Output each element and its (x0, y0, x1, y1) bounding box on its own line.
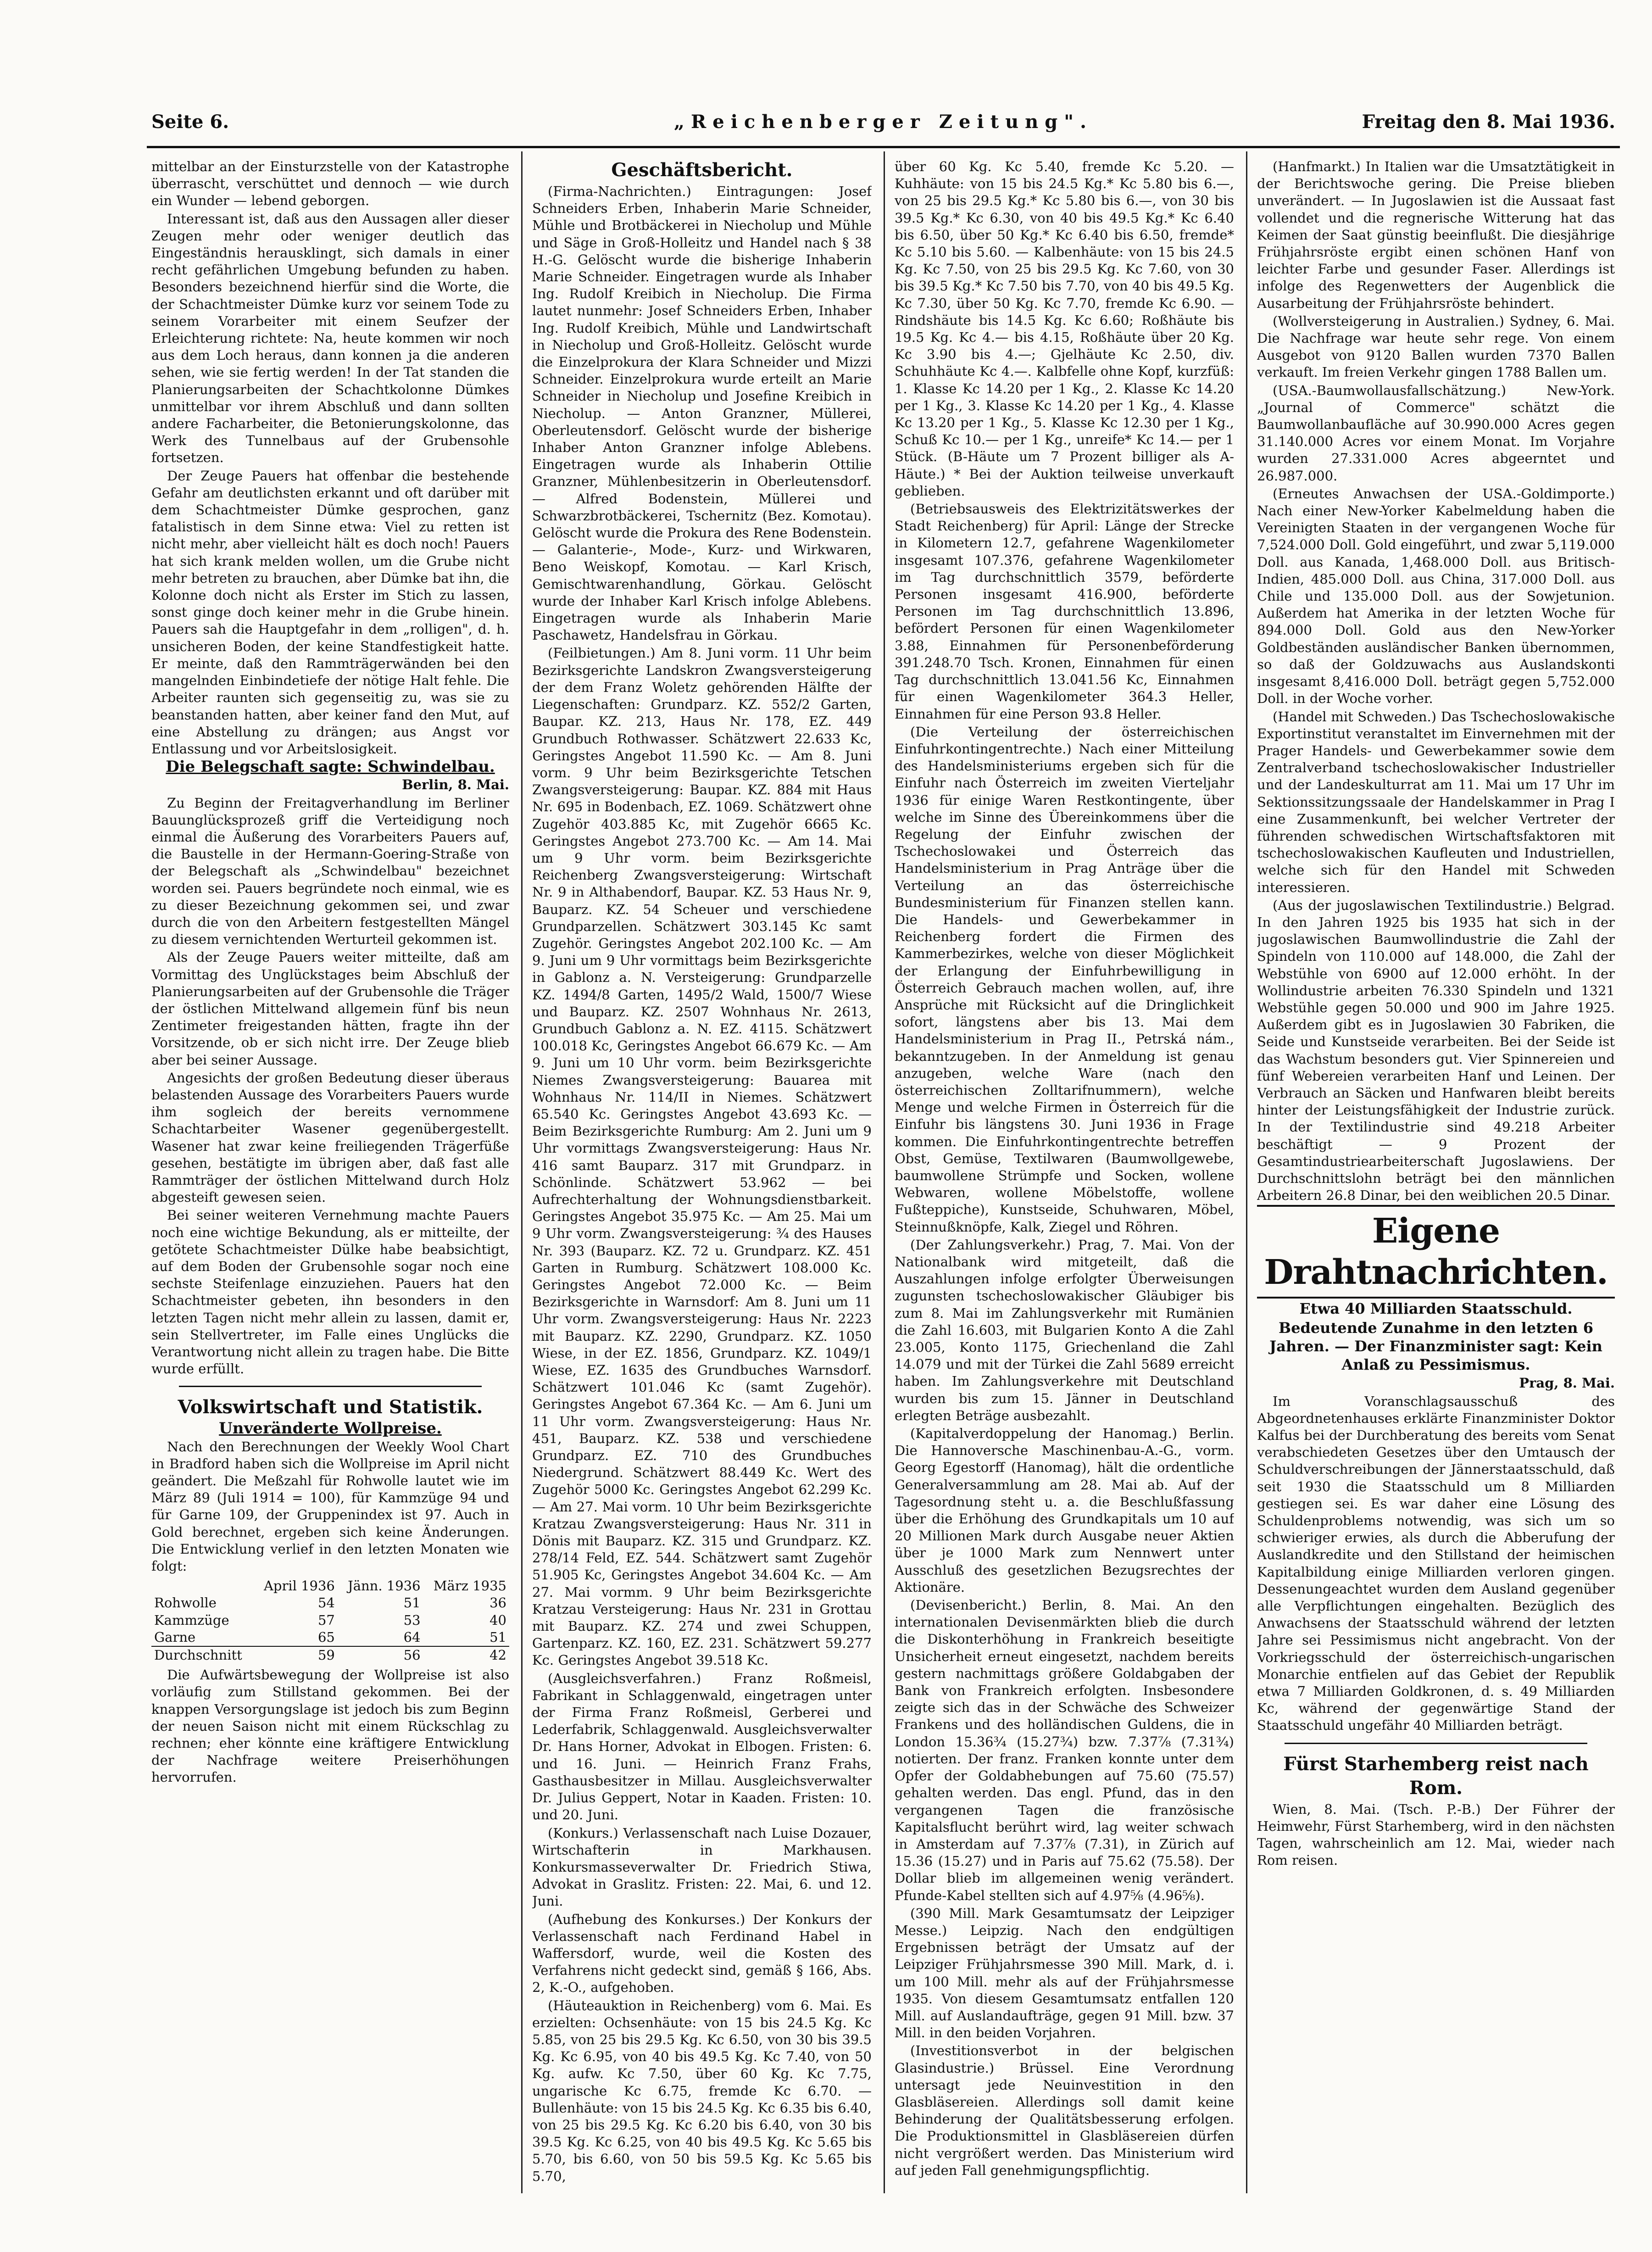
section-separator (179, 1386, 482, 1387)
article-paragraph: (Handel mit Schweden.) Das Tschechoslowakische Exportinstitut veranstaltet im Einvernehmen mit der Prager Handels- und Gewerbekammer sowie dem Zentralverband tschechoslowakischer Industrieller und der Landeskulturrat am 11. Mai um 17 Uhr im Sektionssitzungssaale der Handelskammer in Prag I eine Zusammenkunft, bei welcher Vertreter der führenden schwedischen Wirtschaftsfaktoren mit tschechoslowakischen Kaufleuten und Industriellen, welche sich für den Handel mit Schweden interessieren. (1257, 708, 1615, 895)
article-paragraph: Angesichts der großen Bedeutung dieser überaus belastenden Aussage des Vorarbeiters Pauers wurde ihm sogleich der bereits vernommene Schachtarbeiter Wasener gegenübergestellt. Wasener hat zwar keine freiliegenden Trägerfüße gesehen, bestätigte im übrigen aber, daß fast alle Rammträger der östlichen Mittelwand durch Holz abgesteift gewesen seien. (151, 1070, 509, 1205)
article-paragraph: (Der Zahlungsverkehr.) Prag, 7. Mai. Von der Nationalbank wird mitgeteilt, daß die Auszahlungen infolge erfolgter Überweisungen zugunsten tschechoslowakischer Gläubiger bis zum 8. Mai im Zahlungsverkehr mit Rumänien die Zahl 16.603, mit Bulgarien Konto A die Zahl 23.005, Konto 1175, Griechenland die Zahl 14.079 und mit der Türkei die Zahl 5689 erreicht haben. Im Zahlungsverkehre mit Deutschland wurden bis zum 15. Jänner in Deutschland erlegten Beträge ausbezahlt. (895, 1237, 1234, 1423)
table-cell: 59 (254, 1646, 338, 1664)
section-heading: Geschäftsbericht. (611, 159, 793, 181)
article-paragraph: Wien, 8. Mai. (Tsch. P.-B.) Der Führer der Heimwehr, Fürst Starhemberg, wird in den nächsten Tagen, wahrscheinlich am 12. Mai, wieder nach Rom reisen. (1257, 1801, 1615, 1868)
table-cell: Rohwolle (154, 1595, 217, 1611)
article-paragraph: Zu Beginn der Freitagverhandlung im Berliner Bauunglücksprozeß griff die Verteidigung noch einmal die Äußerung des Vorarbeiters Pauers auf, die Baustelle in der Hermann-Goering-Straße von der Belegschaft als „Schwindelbau" bezeichnet worden sei. Pauers begründete noch einmal, wie es zu dieser Bezeichnung gekommen sei, und zwar durch die von den Arbeitern festgestellten Mängel zu diesem vernichtenden Werturteil gekommen ist. (151, 795, 509, 948)
article-paragraph: Die Aufwärtsbewegung der Wollpreise ist also vorläufig zum Stillstand gekommen. Bei der knappen Versorgungslage ist jedoch bis zum Beginn der neuen Saison nicht mit einem Rückschlag zu rechnen; eher könnte eine kräftigere Entwicklung der Nachfrage weitere Preiserhöhungen hervorrufen. (151, 1667, 509, 1785)
column-2 (532, 158, 872, 2186)
table-cell: 56 (338, 1646, 423, 1664)
article-paragraph: (Die Verteilung der österreichischen Einfuhrkontingentrechte.) Nach einer Mitteilung des Handelsministeriums ergeben sich für die Einfuhr nach Österreich im zweiten Vierteljahr 1936 für einige Waren Restkontingente, über welche im Sinne des Übereinkommens über die Regelung der Einfuhr zwischen der Tschechoslowakei und Österreich das Handelsministerium in Prag Anträge über die Verteilung an das österreichische Bundesministerium für Finanzen stellen kann. Die Handels- und Gewerbekammer in Reichenberg fordert die Firmen des Kammerbezirkes, welche von dieser Möglichkeit der Erlangung der Einfuhrbewilligung in Österreich Gebrauch machen wollen, auf, ihre Ansprüche mit Rücksicht auf die Dringlichkeit sofort, längstens aber bis 13. Mai dem Handelsministerium in Prag II., Petrská nám., bekanntzugeben. In der Anmeldung ist genau anzugeben, welche Ware (nach den österreichischen Zolltarifnummern), welche Menge und welche Firmen in Österreich für die Einfuhr bis längstens 30. Juni 1936 in Frage kommen. Die Einfuhrkontingentrechte betreffen Obst, Gemüse, Textilwaren (Baumwollgewebe, baumwollene Strümpfe und Socken, wollene Webwaren, wollene Möbelstoffe, wollene Fußteppiche), Kunstseide, Schuhwaren, Möbel, Steinnußknöpfe, Kalk, Ziegel und Röhren. (895, 724, 1234, 1235)
table-cell: Garne (154, 1629, 196, 1645)
page-number: Seite 6. (151, 111, 229, 133)
article-headline: Fürst Starhemberg reist nach Rom. (1283, 1753, 1589, 1799)
column-1 (151, 158, 509, 2186)
article-paragraph: (Hanfmarkt.) In Italien war die Umsatztätigkeit in der Berichtswoche gering. Die Preise blieben unverändert. — In Jugoslawien ist die Aussaat fast vollendet und die regnerische Witterung hat das Keimen der Saat günstig beeinflußt. Die diesjährige Frühjahrsröste ergibt einen schönen Hanf von leichter Farbe und gesunder Faser. Allerdings ist infolge des Regenwetters der Augenblick die Ausarbeitung der Frühjahrsröste behindert. (1257, 159, 1615, 311)
article-paragraph: (Konkurs.) Verlassenschaft nach Luise Dozauer, Wirtschafterin in Markhausen. Konkursmasseverwalter Dr. Friedrich Stiwa, Advokat in Graslitz. Fristen: 22. Mai, 6. und 12. Juni. (532, 1825, 872, 1909)
article-paragraph: Als der Zeuge Pauers weiter mitteilte, daß am Vormittag des Unglückstages beim Abschluß der Planierungsarbeiten auf der Grubensohle die Träger der östlichen Mittelwand allgemein fünf bis neun Zentimeter freigestanden hätten, fragte ihn der Vorsitzende, ob er sich nicht irre. Der Zeuge blieb aber bei seiner Aussage. (151, 949, 509, 1068)
table-cell: Durchschnitt (151, 1646, 254, 1664)
column-4 (1257, 158, 1615, 2186)
column-divider (884, 151, 885, 2193)
article-paragraph: (Wollversteigerung in Australien.) Sydney, 6. Mai. Die Nachfrage war heute sehr rege. Von einem Ausgebot von 9120 Ballen wurden 7370 Ballen verkauft. Im freien Verkehr gingen 1788 Ballen um. (1257, 313, 1615, 380)
section-heading: Volkswirtschaft und Statistik. (178, 1396, 483, 1418)
article-subheadline: Bedeutende Zunahme in den letzten 6 Jahren. — Der Finanzminister sagt: Kein Anlaß zu Pessimismus. (1269, 1319, 1602, 1374)
news-section-heading: Eigene Drahtnachrichten. (1257, 1205, 1615, 1299)
article-paragraph: (Kapitalverdoppelung der Hanomag.) Berlin. Die Hannoversche Maschinenbau-A.-G., vorm. Georg Egestorff (Hanomag), hält die ordentliche Generalversammlung am 28. Mai ab. Auf der Tagesordnung steht u. a. die Beschlußfassung über die Erhöhung des Grundkapitals um 10 auf 20 Millionen Mark durch Ausgabe neuer Aktien über je 1000 Mark zum Nennwert unter Ausschluß des gesetzlichen Bezugsrechtes der Aktionäre. (895, 1426, 1234, 1595)
article-paragraph: (Investitionsverbot in der belgischen Glasindustrie.) Brüssel. Eine Verordnung untersagt jede Neuinvestition in den Glasbläsereien. Allerdings soll damit keine Behinderung der Qualitätsbesserung erfolgen. Die Produktionsmittel in Glasbläsereien dürfen nicht vergrößert werden. Das Ministerium wird auf jeden Fall genehmigungspflichtig. (895, 2043, 1234, 2178)
article-paragraph: (Feilbietungen.) Am 8. Juni vorm. 11 Uhr beim Bezirksgerichte Landskron Zwangsversteigerung der dem Franz Woletz gehörenden Hälfte der Liegenschaften: Grundparz. KZ. 552/2 Garten, Baupar. KZ. 213, Haus Nr. 178, EZ. 449 Grundbuch Rothwasser. Schätzwert 22.633 Kc, Geringstes Angebot 11.590 Kc. — Am 8. Juni vorm. 9 Uhr beim Bezirksgerichte Tetschen Zwangsversteigerung: Baupar. KZ. 884 mit Haus Nr. 695 in Bodenbach, EZ. 1069. Schätzwert ohne Zugehör 403.885 Kc, mit Zugehör 6665 Kc. Geringstes Angebot 273.700 Kc. — Am 14. Mai um 9 Uhr vorm. beim Bezirksgerichte Reichenberg Zwangsversteigerung: Wirtschaft Nr. 9 in Althabendorf, Baupar. KZ. 53 Haus Nr. 9, Bauparz. KZ. 54 Scheuer und verschiedene Grundparzellen. Schätzwert 303.145 Kc samt Zugehör. Geringstes Angebot 202.100 Kc. — Am 9. Juni um 9 Uhr vormittags beim Bezirksgerichte in Gablonz a. N. Versteigerung: Grundparzelle KZ. 1494/8 Garten, 1495/2 Wald, 1500/7 Wiese und Bauparz. KZ. 2507 Wohnhaus Nr. 2613, Grundbuch Gablonz a. N. EZ. 4115. Schätzwert 100.018 Kc, Geringstes Angebot 66.679 Kc. — Am 9. Juni um 10 Uhr vorm. beim Bezirksgerichte Niemes Zwangsversteigerung: Bauarea mit Wohnhaus Nr. 114/II in Niemes. Schätzwert 65.540 Kc. Geringstes Angebot 43.693 Kc. — Beim Bezirksgerichte Rumburg: Am 2. Juni um 9 Uhr vormittags Zwangsversteigerung: Haus Nr. 416 samt Bauparz. 317 mit Grundparz. in Schönlinde. Schätzwert 53.962 — bei Aufrechterhaltung der Wohnungsdienstbarkeit. Geringstes Angebot 35.975 Kc. — Am 25. Mai um 9 Uhr vorm. Zwangsversteigerung: ¾ des Hauses Nr. 393 (Bauparz. KZ. 72 u. Grundparz. KZ. 451 Garten in Rumburg. Schätzwert 108.000 Kc. Geringstes Angebot 72.000 Kc. — Beim Bezirksgerichte in Warnsdorf: Am 8. Juni um 11 Uhr vorm. Zwangsversteigerung: Haus Nr. 2223 mit Bauparz. KZ. 2290, Grundparz. KZ. 1050 Wiese, in der EZ. 1856, Grundparz. KZ. 1049/1 Wiese, EZ. 1635 des Grundbuches Warnsdorf. Schätzwert 101.046 Kc (samt Zugehör). Geringstes Angebot 67.364 Kc. — Am 6. Juni um 11 Uhr vorm. Zwangsversteigerung: Haus Nr. 451, Bauparz. KZ. 538 und verschiedene Grundparz. EZ. 710 des Grundbuches Niedergrund. Schätzwert 88.449 Kc. Wert des Zugehör 5000 Kc. Geringstes Angebot 62.299 Kc. — Am 27. Mai vorm. 10 Uhr beim Bezirksgerichte Kratzau Zwangsversteigerung: Haus Nr. 311 in Dönis mit Bauparz. KZ. 315 und Grundparz. KZ. 278/14 Feld, EZ. 544. Schätzwert samt Zugehör 51.905 Kc, Geringstes Angebot 34.604 Kc. — Am 27. Mai vormm. 9 Uhr beim Bezirksgerichte Kratzau Versteigerung: Haus Nr. 231 in Grottau mit Bauparz. KZ. 274 und zwei Schuppen, Gartenparz. KZ. 160, EZ. 231. Schätzwert 59.277 Kc. Geringstes Angebot 39.518 Kc. (532, 645, 872, 1668)
table-cell: 57 (317, 1612, 335, 1628)
column-3 (895, 158, 1234, 2186)
header-rule (147, 146, 1620, 148)
article-paragraph: (Aufhebung des Konkurses.) Der Konkurs der Verlassenschaft nach Ferdinand Habel in Waffersdorf, wurde, weil die Kosten des Verfahrens nicht gedeckt sind, gemäß § 166, Abs. 2, K.-O., aufgehoben. (532, 1911, 872, 1996)
table-cell: 40 (489, 1612, 506, 1628)
column-divider (521, 151, 523, 2193)
article-paragraph: (Erneutes Anwachsen der USA.-Goldimporte.) Nach einer New-Yorker Kabelmeldung haben die Vereinigten Staaten in der vergangenen Woche für 7,524.000 Doll. Gold eingeführt, und zwar 5,119.000 Doll. aus Kanada, 1,468.000 Doll. aus Britisch-Indien, 485.000 Doll. aus China, 317.000 Doll. aus Chile und 135.000 Doll. aus der Sowjetunion. Außerdem hat Amerika in der letzten Woche für 894.000 Doll. Gold aus den New-Yorker Goldbeständen ausländischer Banken übernommen, so daß der Goldzuwachs aus Auslandskonti insgesamt 8,416.000 Doll. beträgt gegen 5,752.000 Doll. in der Woche vorher. (1257, 485, 1615, 707)
column-divider (1246, 151, 1247, 2193)
table-cell: 51 (489, 1629, 506, 1645)
table-row (151, 1612, 509, 1629)
table-cell: Kammzüge (154, 1612, 229, 1628)
article-paragraph: (USA.-Baumwollausfallschätzung.) New-York. „Journal of Commerce" schätzt die Baumwollanbaufläche auf 30.990.000 Acres gegen 31.140.000 Acres vor einem Monat. Im Vorjahre wurden 27.331.000 Acres abgeerntet und 26.987.000. (1257, 382, 1615, 484)
article-paragraph: (Betriebsausweis des Elektrizitätswerkes der Stadt Reichenberg) für April: Länge der Strecke in Kilometern 12.7, gefahrene Wagenkilometer insgesamt 107.376, gefahrene Wagenkilometer im Tag durchschnittlich 3579, beförderte Personen insgesamt 416.900, beförderte Personen im Tag durchschnittlich 13.896, befördert Personen für einen Wagenkilometer 3.88, Einnahmen für Personenbeförderung 391.248.70 Tsch. Kronen, Einnahmen für einen Tag durchschnittlich 13.041.56 Kc, Einnahmen für einen Wagenkilometer 364.3 Heller, Einnahmen für eine Person 93.8 Heller. (895, 501, 1234, 722)
article-paragraph: über 60 Kg. Kc 5.40, fremde Kc 5.20. — Kuhhäute: von 15 bis 24.5 Kg.* Kc 5.80 bis 6.—, von 25 bis 29.5 Kg.* Kc 5.80 bis 6.—, von 30 bis 39.5 Kg.* Kc 6.30, von 40 bis 49.5 Kg.* Kc 6.40 bis 6.50, über 50 Kg.* Kc 6.40 bis 6.50, fremde* Kc 5.10 bis 5.60. — Kalbenhäute: von 15 bis 24.5 Kg. Kc 7.50, von 25 bis 29.5 Kg. Kc 7.60, von 30 bis 39.5 Kg.* Kc 7.50 bis 7.70, von 40 bis 49.5 Kg. Kc 7.30, über 50 Kg. Kc 7.70, fremde Kc 6.90. — Rindshäute bis 14.5 Kg. Kc 6.60; Roßhäute bis 19.5 Kg. Kc 4.— bis 4.15, Roßhäute über 20 Kg. Kc 3.90 bis 4.—; Gjelhäute Kc 2.50, div. Schuhhäute Kc 4.—. Kalbfelle ohne Kopf, kurzfüß: 1. Klasse Kc 14.20 per 1 Kg., 2. Klasse Kc 14.20 per 1 Kg., 3. Klasse Kc 14.20 per 1 Kg., 4. Klasse Kc 13.20 per 1 Kg., 5. Klasse Kc 12.30 per 1 Kg., Schuß Kc 10.— per 1 Kg., unreife* Kc 14.— per 1 Stück. (B-Häute um 7 Prozent billiger als A-Häute.) * Bei der Auktion teilweise unverkauft geblieben. (895, 159, 1234, 499)
dateline: Berlin, 8. Mai. (402, 777, 509, 793)
table-header-cell (151, 1578, 254, 1594)
dateline: Prag, 8. Mai. (1519, 1375, 1615, 1391)
table-cell: 36 (489, 1595, 506, 1611)
article-paragraph: Interessant ist, daß aus den Aussagen aller dieser Zeugen mehr oder weniger deutlich das Eingeständnis herausklingt, sich damals in einer recht gefährlichen Umgebung befunden zu haben. Besonders bezeichnend hierfür sind die Worte, die der Schachtmeister Dümke kurz vor seinem Tode zu seinem Vorarbeiter mit einem Seufzer der Erleichterung richtete: Na, heute kommen wir noch aus dem Loch heraus, dann konnen ja die anderen sehen, wie sie fertig werden! In der Tat standen die Planierungsarbeiten der Schachtkolonne Dümkes unmittelbar vor ihrem Abschluß und dann sollten andere Facharbeiter, die Betonierungskolonne, das Werk des Tunnelbaus auf der Grubensohle fortsetzen. (151, 211, 509, 466)
table-total-row (151, 1646, 509, 1664)
article-paragraph: Bei seiner weiteren Vernehmung machte Pauers noch eine wichtige Bekundung, als er mitteilte, der getötete Schachtmeister Dülke habe beabsichtigt, auf dem Boden der Grubensohle sogar noch eine sechste Steifenlage einzuziehen. Pauers hat den Schachtmeister gebeten, ihn besonders in den letzten Tagen nicht mehr allein zu lassen, damit er, sein Stellvertreter, im Falle eines Unglücks die Verantwortung nicht allein zu tragen habe. Die Bitte wurde erfüllt. (151, 1207, 509, 1377)
article-paragraph: (Devisenbericht.) Berlin, 8. Mai. An den internationalen Devisenmärkten blieb die durch die Diskonterhöhung in Frankreich beseitigte Unsicherheit erneut eingesetzt, nachdem bereits gestern nachmittags größere Goldabgaben der Bank von Frankreich erfolgten. Insbesondere zeigte sich das in der Schwäche des Schweizer Frankens und des holländischen Guldens, die in London 15.36¾ (15.27¾) bzw. 7.37⅞ (7.31¾) notierten. Der franz. Franken konnte unter dem Opfer der Goldabhebungen auf 75.60 (75.57) gehalten werden. Das engl. Pfund, das in den vergangenen Tagen die französische Kapitalsflucht berührt wird, lag weiter schwach in Amsterdam auf 7.37⅞ (7.31), in Zürich auf 15.36 (15.27) und in Paris auf 75.62 (75.58). Der Dollar blieb im allgemeinen wenig verändert. Pfunde-Kabel stellten sich auf 4.97⅝ (4.96⅝). (895, 1597, 1234, 1903)
article-paragraph: (Häuteauktion in Reichenberg) vom 6. Mai. Es erzielten: Ochsenhäute: von 15 bis 24.5 Kg. Kc 5.85, von 25 bis 29.5 Kg. Kc 6.50, von 30 bis 39.5 Kg. Kc 6.95, von 40 bis 49.5 Kg. Kc 7.40, von 50 Kg. aufw. Kc 7.50, über 60 Kg. Kc 7.75, ungarische Kc 6.75, fremde Kc 6.70. — Bullenhäute: von 15 bis 24.5 Kg. Kc 6.35 bis 6.40, von 25 bis 29.5 Kg. Kc 6.20 bis 6.40, von 30 bis 39.5 Kg. Kc 6.25, von 40 bis 49.5 Kg. Kc 5.65 bis 5.70, bis 6.60, von 50 bis 59.5 Kg. Kc 5.65 bis 5.70, (532, 1997, 872, 2184)
table-header-cell: April 1936 (263, 1578, 335, 1594)
article-paragraph: mittelbar an der Einsturzstelle von der Katastrophe überrascht, verschüttet und dennoch — wie durch ein Wunder — lebend geborgen. (151, 159, 509, 209)
article-paragraph: Der Zeuge Pauers hat offenbar die bestehende Gefahr am deutlichsten erkannt und oft darüber mit dem Schachtmeister Dümke gesprochen, ganz fatalistisch in dem Sinne etwa: Viel zu retten ist nicht mehr, aber vielleicht hält es doch noch! Pauers hat sich krank melden wollen, um die Grube nicht mehr betreten zu brauchen, aber Dümke bat ihn, die Kolonne doch nicht als Erster im Stich zu lassen, sonst ginge doch keiner mehr in die Grube hinein. Pauers sah die Hauptgefahr in dem „rolligen", d. h. unsicheren Boden, der keine Standfestigkeit hatte. Er meinte, daß den Rammträgerwänden bei den mangelnden Einbindetiefe der nötige Halt fehle. Die Arbeiter raunten sich gegenseitig zu, was sie zu beanstanden hatten, aber keiner fand den Mut, auf eine Abstellung zu drängen; aus Angst vor Entlassung und vor Arbeitslosigkeit. (151, 468, 509, 757)
article-paragraph: Im Voranschlagsausschuß des Abgeordnetenhauses erklärte Finanzminister Doktor Kalfus bei der Durchberatung des bereits vom Senat verabschiedeten Gesetzes über den Umtausch der Schuldverschreibungen der Jännerstaatsschuld, daß seit 1930 die Staatsschuld um 8 Milliarden gestiegen sei. Es war daher eine Lösung des Schuldenproblems notwendig, was sich um so schwieriger erwies, als durch die Abberufung der Auslandkredite und den Stillstand der heimischen Kapitalbildung einige Milliarden verloren gingen. Dessenungeachtet wurden dem Ausland gegenüber alle Verpflichtungen eingehalten. Bezüglich des Anwachsens der Staatsschuld während der letzten Jahre sei Pessimismus nicht angebracht. Von der Vorkriegsschuld der österreichisch-ungarischen Monarchie entfielen auf das Gebiet der Republik etwa 7 Milliarden Goldkronen, d. s. 49 Milliarden Kc, während der gegenwärtige Stand der Staatsschuld ungefähr 40 Milliarden beträgt. (1257, 1393, 1615, 1734)
page-header (151, 111, 1615, 139)
table-cell: 64 (403, 1629, 421, 1645)
table-row (151, 1594, 509, 1611)
table-cell: 65 (317, 1629, 335, 1645)
article-subheading: Unveränderte Wollpreise. (219, 1419, 442, 1438)
table-row (151, 1629, 509, 1646)
article-paragraph: (Ausgleichsverfahren.) Franz Roßmeisl, Fabrikant in Schlaggenwald, eingetragen unter der Firma Franz Roßmeisl, Gerberei und Lederfabrik, Schlaggenwald. Ausgleichsverwalter Dr. Hans Horner, Advokat in Elbogen. Fristen: 6. und 16. Juni. — Heinrich Franz Frahs, Gasthausbesitzer in Millau. Ausgleichsverwalter Dr. Julius Geppert, Notar in Kaaden. Fristen: 10. und 20. Juni. (532, 1670, 872, 1823)
section-separator (1285, 1743, 1587, 1744)
table-cell: 51 (403, 1595, 421, 1611)
table-header-row (151, 1578, 509, 1594)
table-cell: 42 (423, 1646, 509, 1664)
table-cell: 54 (317, 1595, 335, 1611)
wool-price-table (151, 1578, 509, 1664)
article-paragraph: Nach den Berechnungen der Weekly Wool Chart in Bradford haben sich die Wollpreise im April nicht geändert. Die Meßzahl für Rohwolle lautet wie im März 89 (Juli 1914 = 100), für Kammzüge 94 und für Garne 109, der Gruppenindex ist 97. Auch in Gold berechnet, ergeben sich keine Änderungen. Die Entwicklung verlief in den letzten Monaten wie folgt: (151, 1438, 509, 1574)
article-subheading: Die Belegschaft sagte: Schwindelbau. (166, 758, 495, 776)
issue-date: Freitag den 8. Mai 1936. (1362, 111, 1615, 133)
article-paragraph: (Aus der jugoslawischen Textilindustrie.) Belgrad. In den Jahren 1925 bis 1935 hat sich in der jugoslawischen Baumwollindustrie die Zahl der Spindeln von 110.000 auf 148.000, die Zahl der Webstühle von 6900 auf 12.000 erhöht. In der Wollindustrie arbeiten 76.330 Spindeln und 1321 Webstühle gegen 50.000 und 900 im Jahre 1925. Außerdem gibt es in Jugoslawien 30 Fabriken, die Seide und Kunstseide verarbeiten. Bei der Seide ist das Wachstum besonders gut. Vier Spinnereien und fünf Webereien verarbeiten Hanf und Leinen. Der Verbrauch an Säcken und Hanfwaren bleibt bereits hinter der Leistungsfähigkeit der Industrie zurück. In der Textilindustrie sind 49.218 Arbeiter beschäftigt — 9 Prozent der Gesamtindustriearbeiterschaft Jugoslawiens. Der Durchschnittslohn beträgt bei den männlichen Arbeitern 26.8 Dinar, bei den weiblichen 20.5 Dinar. (1257, 897, 1615, 1204)
article-headline: Etwa 40 Milliarden Staatsschuld. (1299, 1300, 1573, 1318)
table-cell: 53 (403, 1612, 421, 1628)
newspaper-title: „Reichenberger Zeitung". (674, 111, 1093, 133)
table-header-cell: März 1935 (433, 1578, 506, 1594)
table-header-cell: Jänn. 1936 (348, 1578, 421, 1594)
article-paragraph: (390 Mill. Mark Gesamtumsatz der Leipziger Messe.) Leipzig. Nach den endgültigen Ergebnissen beträgt der Umsatz auf der Leipziger Frühjahrsmesse 390 Mill. Mark, d. i. um 100 Mill. mehr als auf der Frühjahrsmesse 1935. Von diesem Gesamtumsatz entfallen 120 Mill. auf Auslandaufträge, gegen 91 Mill. bzw. 37 Mill. in den beiden Vorjahren. (895, 1905, 1234, 2041)
article-paragraph: (Firma-Nachrichten.) Eintragungen: Josef Schneiders Erben, Inhaberin Marie Schneider, Mühle und Brotbäckerei in Niecholup und Mühle und Säge in Groß-Holleitz und Handel nach § 38 H.-G. Gelöscht wurde die bisherige Inhaberin Marie Schneider. Eingetragen wurde als Inhaber Ing. Rudolf Kreibich in Niecholup. Die Firma lautet nunmehr: Josef Schneiders Erben, Inhaber Ing. Rudolf Kreibich, Mühle und Landwirtschaft in Niecholup und Groß-Holleitz. Gelöscht wurde die Einzelprokura der Klara Schneider und Mizzi Schneider. Einzelprokura wurde erteilt an Marie Schneider in Niecholup und Josefine Kreibich in Niecholup. — Anton Granzner, Müllerei, Oberleutensdorf. Gelöscht wurde der bisherige Inhaber Anton Granzner infolge Ablebens. Eingetragen wurde als Inhaberin Ottilie Granzner, Mühlenbesitzerin in Oberleutensdorf. — Alfred Bodenstein, Müllerei und Schwarzbrotbäckerei, Tschernitz (Bez. Komotau). Gelöscht wurde die Prokura des Rene Bodenstein. — Galanterie-, Mode-, Kurz- und Wirkwaren, Beno Weiskopf, Komotau. — Karl Krisch, Gemischtwarenhandlung, Görkau. Gelöscht wurde der Inhaber Karl Krisch infolge Ablebens. Eingetragen wurde als Inhaberin Marie Paschawetz, Handelsfrau in Görkau. (532, 184, 872, 643)
